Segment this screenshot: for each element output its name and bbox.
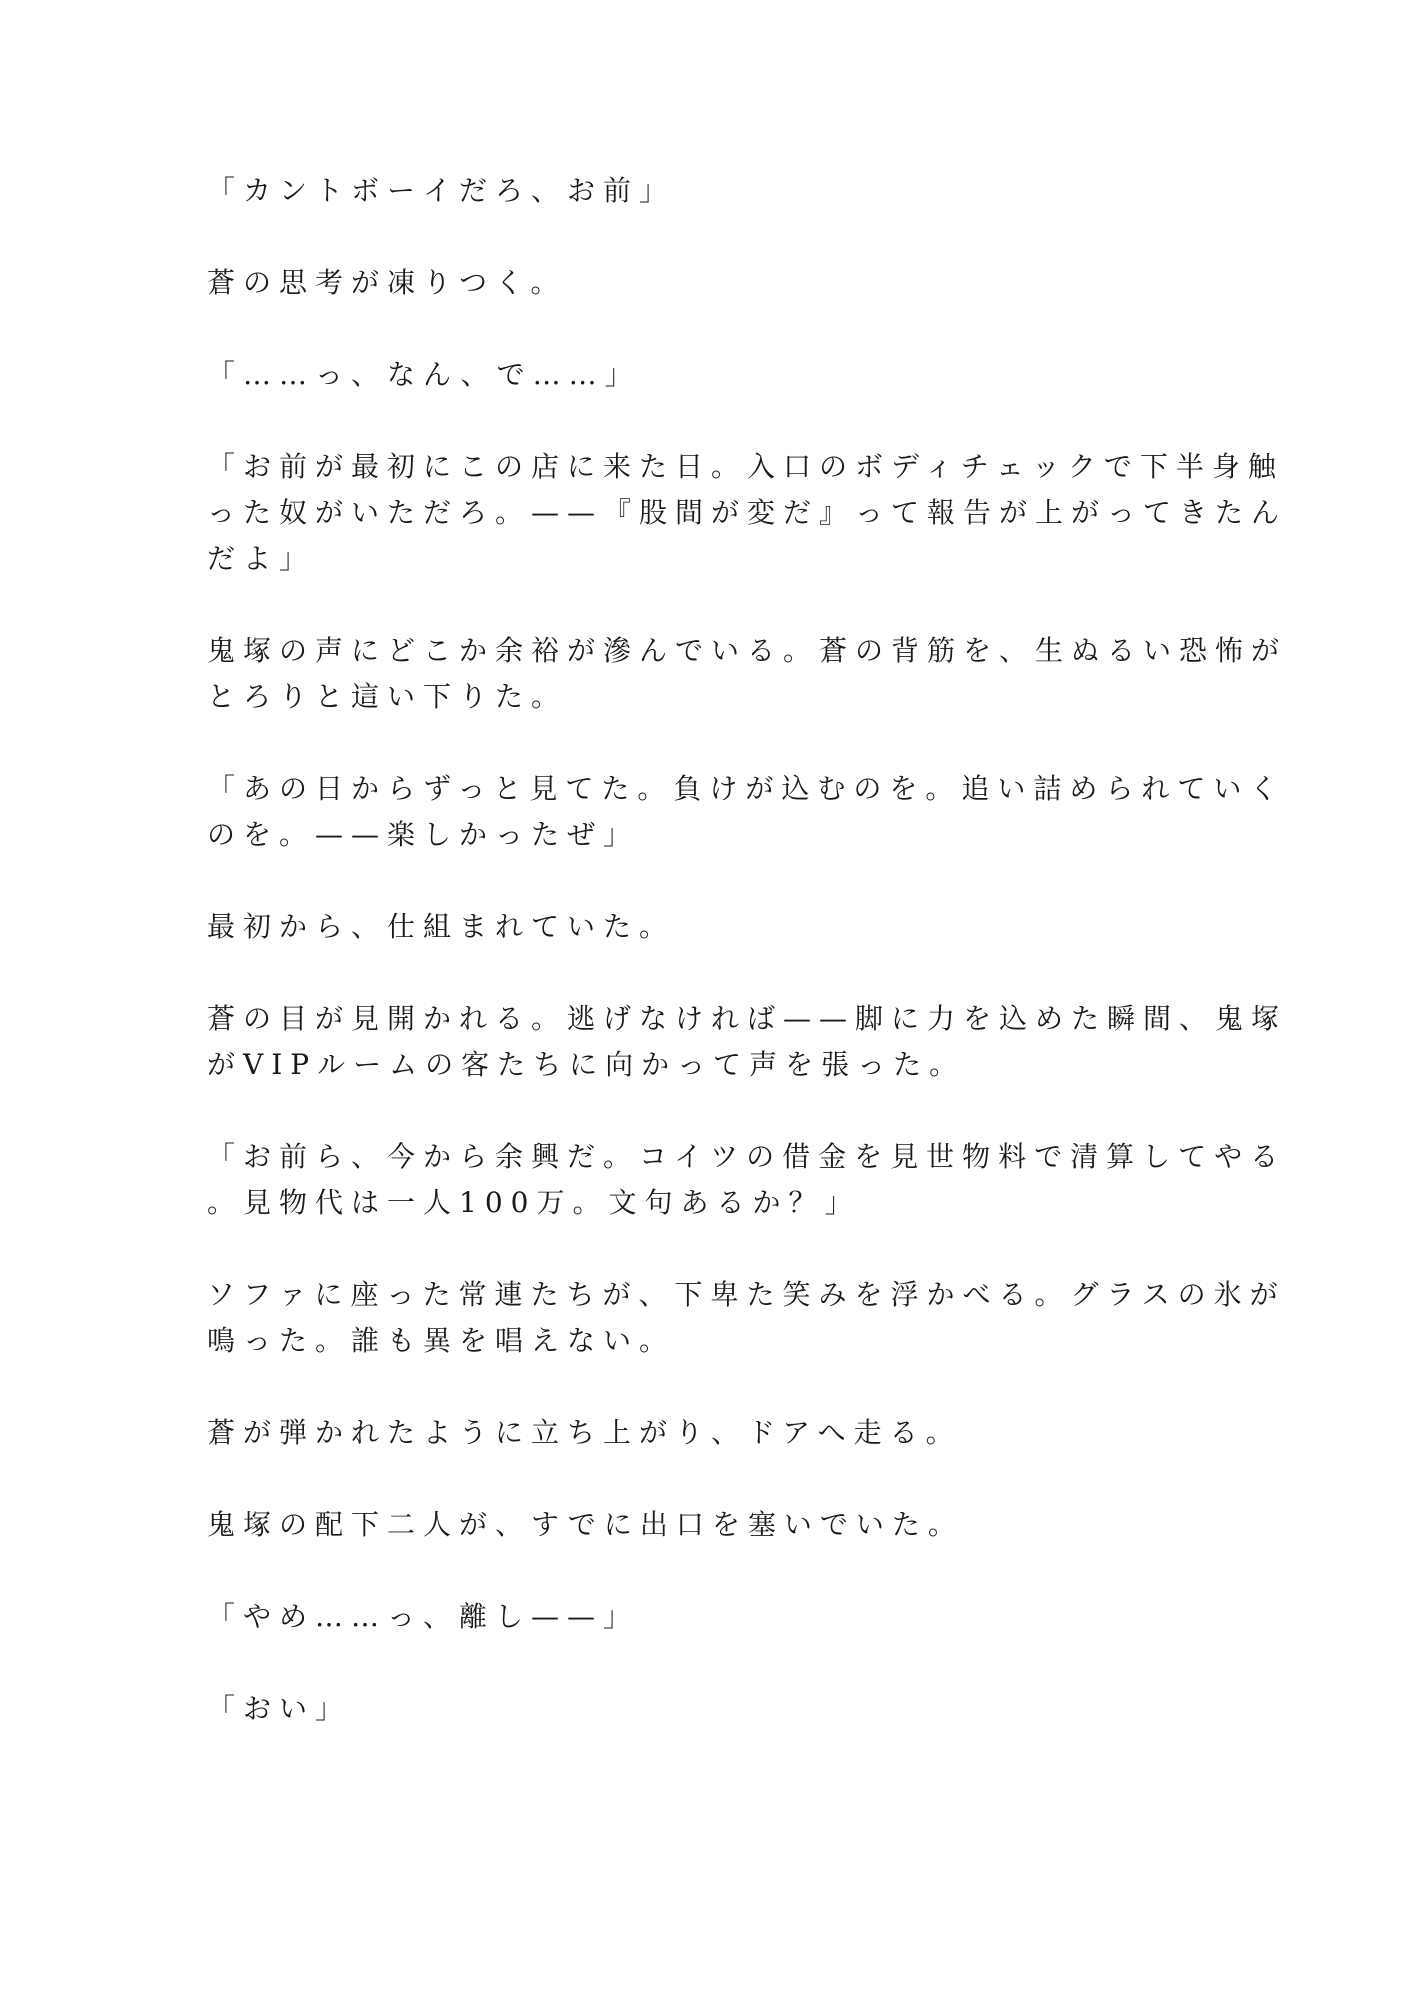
paragraph: 「カントボーイだろ、お前」 [207,174,676,207]
paragraph: 「お前ら、今から余興だ。コイツの借金を見世物料で清算してやる 。見物代は一人100万。文句あるか？」 [207,1140,1287,1219]
paragraph: 「……っ、なん、で……」 [207,358,641,391]
paragraph: 最初から、仕組まれていた。 [207,910,676,943]
paragraph: 蒼の思考が凍りつく。 [207,266,567,299]
paragraph: ソファに座った常連たちが、下卑た笑みを浮かべる。グラスの氷が 鳴った。誰も異を唱えない。 [207,1278,1286,1357]
paragraph: 蒼が弾かれたように立ち上がり、ドアへ走る。 [207,1416,962,1449]
paragraph: 蒼の目が見開かれる。逃げなければ——脚に力を込めた瞬間、鬼塚 がVIPルームの客たちに向かって声を張った。 [207,1002,1288,1081]
paragraph: 「おい」 [207,1692,352,1725]
paragraph: 鬼塚の声にどこか余裕が滲んでいる。蒼の背筋を、生ぬるい恐怖が とろりと這い下りた。 [207,634,1288,713]
paragraph: 「やめ……っ、離し——」 [207,1600,640,1633]
paragraph: 「お前が最初にこの店に来た日。入口のボディチェックで下半身触 った奴がいただろ。——『股間が変だ』って報告が上がってきたん だよ」 [207,450,1288,575]
paragraph: 「あの日からずっと見てた。負けが込むのを。追い詰められていく のを。——楽しかったぜ」 [207,772,1286,851]
paragraph: 鬼塚の配下二人が、すでに出口を塞いでいた。 [207,1508,964,1541]
